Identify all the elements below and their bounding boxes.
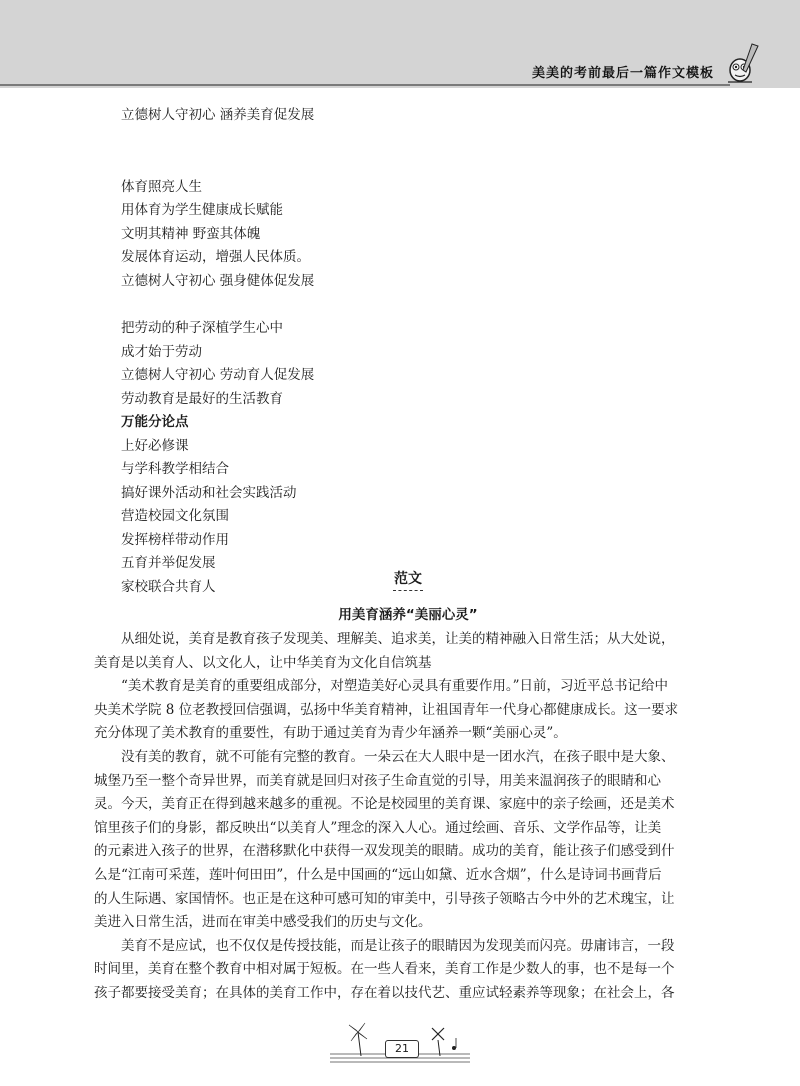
essay-title: 用美育涵养“美丽心灵” [338,607,478,623]
essay-line: 从细处说，美育是教育孩子发现美、理解美、追求美，让美的精神融入日常生活；从大处说， [121,631,675,647]
page-footer [330,1018,470,1068]
argument-item: 与学科教学相结合 [121,461,229,477]
essay-line: 美育是以美育人、以文化人，让中华美育为文化自信筑基 [94,654,432,671]
outline-line: 文明其精神 野蛮其体魄 [121,225,261,242]
sample-essay [94,568,722,1006]
argument-item: 家校联合共育人 [121,578,216,595]
essay-line: 灵。今天，美育正在得到越来越多的重视。不论是校园里的美育课、家庭中的亲子绘画，还是美术 [94,796,675,813]
outline-line: 体育照亮人生 [121,178,202,195]
header-title: 美美的考前最后一篇作文模板 [531,66,714,81]
essay-line: “美术教育是美育的重要组成部分，对塑造美好心灵具有重要作用。”日前，习近平总书记给中 [121,678,669,695]
essay-line: 的元素进入孩子的世界，在潜移默化中获得一双发现美的眼睛。成功的美育，能让孩子们感受到什 [94,843,675,860]
outline-line: 把劳动的种子深植学生心中 [121,320,283,336]
essay-line: 城堡乃至一整个奇异世界，而美育就是回归对孩子生命直觉的引导，用美来温润孩子的眼睛和心 [94,772,661,789]
pencil-mascot-icon [722,42,762,86]
outline-content [121,104,721,599]
argument-item: 搞好课外活动和社会实践活动 [121,484,297,501]
essay-line: 充分体现了美术教育的重要性，有助于通过美育为青少年涵养一颗“美丽心灵”。 [94,725,567,742]
essay-line: 么是“江南可采莲，莲叶何田田”，什么是中国画的“远山如黛、近水含烟”，什么是诗词书画背后 [94,866,662,883]
essay-line: 孩子都要接受美育；在具体的美育工作中，存在着以技代艺、重应试轻素养等现象；在社会上，各 [94,984,675,1001]
essay-line: 的人生际遇、家国情怀。也正是在这种可感可知的审美中，引导孩子领略古今中外的艺术瑰宝，让 [94,890,675,907]
essay-line: 没有美的教育，就不可能有完整的教育。一朵云在大人眼中是一团水汽，在孩子眼中是大象、 [121,748,675,765]
essay-line: 央美术学院 8 位老教授回信强调，弘扬中华美育精神，让祖国青年一代身心都健康成长。这一要求 [94,701,679,718]
outline-line: 立德树人守初心 强身健体促发展 [121,272,315,289]
argument-item: 营造校园文化氛围 [121,508,229,524]
argument-item: 上好必修课 [121,437,189,454]
essay-line: 馆里孩子们的身影，都反映出“以美育人”理念的深入人心。通过绘画、音乐、文学作品等，让美 [94,819,662,836]
essay-section-heading: 范文 [394,571,422,587]
outline-line: 劳动教育是最好的生活教育 [121,390,283,407]
outline-line: 立德树人守初心 劳动育人促发展 [121,367,315,383]
outline-line: 用体育为学生健康成长赋能 [121,202,283,218]
page-number: 21 [385,1040,419,1058]
heading-dash-underline [393,590,423,598]
outline-line: 发展体育运动，增强人民体质。 [121,249,310,265]
argument-item: 五育并举促发展 [121,555,216,571]
header-divider [0,84,730,86]
essay-line: 美进入日常生活，进而在审美中感受我们的历史与文化。 [94,914,432,931]
argument-item: 发挥榜样带动作用 [121,531,229,548]
outline-line: 立德树人守初心 涵养美育促发展 [121,107,315,123]
essay-line: 美育不是应试，也不仅仅是传授技能，而是让孩子的眼睛因为发现美而闪亮。毋庸讳言，一段 [121,937,675,954]
outline-line: 成才始于劳动 [121,343,202,360]
argument-heading: 万能分论点 [121,414,189,430]
essay-line: 时间里，美育在整个教育中相对属于短板。在一些人看来，美育工作是少数人的事，也不是每一个 [94,961,675,978]
